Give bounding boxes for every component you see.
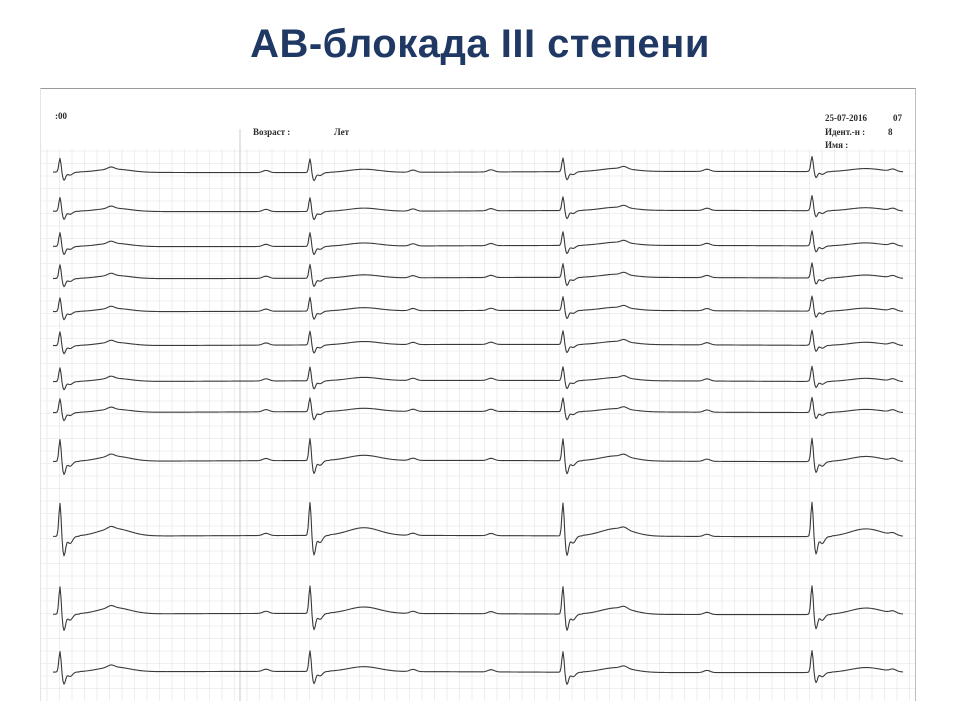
ecg-lead-trace — [53, 366, 903, 389]
ecg-printout — [40, 88, 916, 701]
slide-title: АВ-блокада III степени — [250, 22, 710, 66]
ecg-age-label: Возраст : — [253, 127, 291, 137]
ecg-lead-trace — [53, 438, 903, 474]
ecg-lead-trace — [53, 651, 903, 685]
ecg-traces — [53, 156, 903, 684]
ecg-lead-trace — [53, 156, 903, 180]
ecg-lead-trace — [53, 196, 903, 220]
ecg-date: 25-07-2016 — [825, 113, 867, 123]
ecg-age-unit: Лет — [334, 127, 350, 137]
ecg-lead-trace — [53, 330, 903, 354]
ecg-tracing — [41, 89, 915, 701]
ecg-lead-trace — [53, 296, 903, 320]
ecg-lead-trace — [53, 586, 903, 631]
ecg-id-value: 8 — [888, 127, 893, 137]
ecg-grid — [41, 129, 915, 701]
ecg-name-label: Имя : — [825, 140, 849, 150]
ecg-lead-trace — [53, 263, 903, 287]
ecg-lead-trace — [53, 502, 903, 556]
ecg-date-suffix: 07 — [893, 113, 902, 123]
ecg-time-label: :00 — [55, 111, 67, 121]
ecg-id-label: Идент.-н : — [825, 127, 866, 137]
